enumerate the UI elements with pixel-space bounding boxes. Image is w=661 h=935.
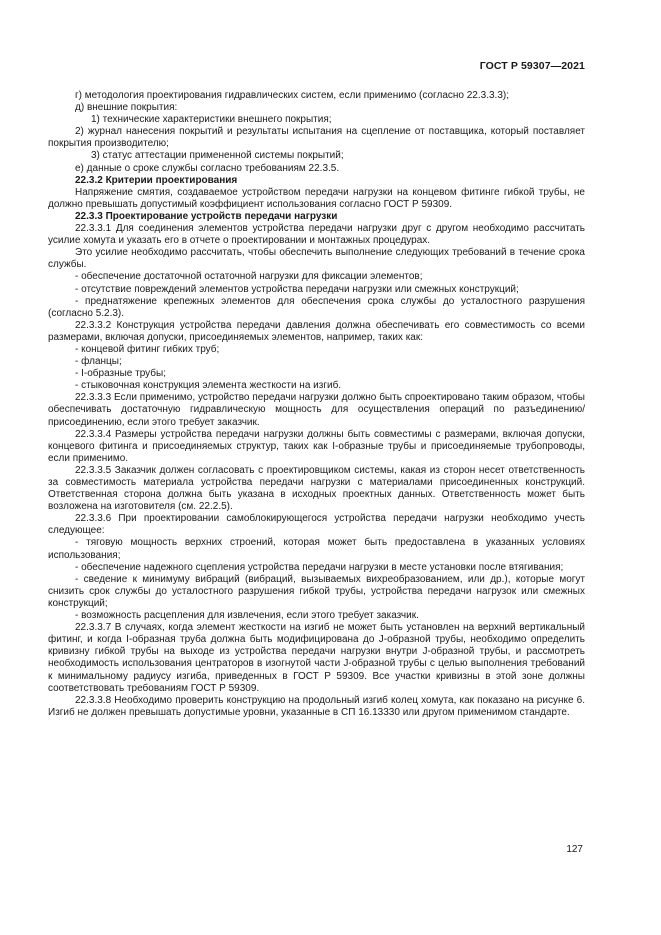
paragraph: - I-образные трубы;	[75, 368, 166, 380]
paragraph: - фланцы;	[75, 356, 122, 368]
paragraph: - обеспечение надежного сцепления устройства передачи нагрузки в месте установки после втягивания;	[75, 561, 564, 573]
paragraph: 1) технические характеристики внешнего покрытия;	[91, 114, 332, 126]
paragraph: - стыковочная конструкция элемента жесткости на изгиб.	[75, 380, 342, 392]
paragraph: - обеспечение достаточной остаточной нагрузки для фиксации элементов;	[75, 271, 423, 283]
paragraph: 22.3.3.8 Необходимо проверить конструкцию на продольный изгиб колец хомута, как показано на рисунке 6. Изгиб не должен превышать допустимые уровни, указанные в СП 16.13330 или другом применимом стандарте.	[48, 694, 585, 718]
paragraph: 22.3.3.6 При проектировании самоблокирующегося устройства передачи нагрузки необходимо учесть следующее:	[48, 513, 585, 537]
paragraph: е) данные о сроке службы согласно требованиям 22.3.5.	[75, 162, 340, 174]
paragraph: - преднатяжение крепежных элементов для обеспечения срока службы до усталостного разрушения (согласно 5.2.3).	[48, 295, 585, 319]
paragraph: - сведение к минимуму вибраций (вибраций, вызываемых вихреобразованием, или др.), которые могут снизить срок службы до усталостного разрушения гибкой трубы, устройства передачи нагрузок или смежных конструкций;	[48, 573, 585, 609]
paragraph: 22.3.3.1 Для соединения элементов устройства передачи нагрузки друг с другом необходимо рассчитать усилие хомута и указать его в отчете о проектировании и монтажных процедурах.	[48, 223, 585, 247]
paragraph: 22.3.2 Критерии проектирования	[75, 174, 238, 186]
paragraph: - концевой фитинг гибких труб;	[75, 343, 220, 355]
paragraph: 3) статус аттестации примененной системы покрытий;	[91, 150, 344, 162]
paragraph: 22.3.3.5 Заказчик должен согласовать с проектировщиком системы, какая из сторон несет ответственность за совместимость материала устройства передачи нагрузки с материалами присоединенных конструкций. Ответственная сторона должна быть указана в исходных проектных данных. Ответственность может быть возложена на изготовителя (см. 22.2.5).	[48, 464, 585, 513]
paragraph: 22.3.3.2 Конструкция устройства передачи давления должна обеспечивать его совместимость со всеми размерами, включая допуски, присоединяемых элементов, например, таких как:	[48, 319, 585, 343]
paragraph: 22.3.3.7 В случаях, когда элемент жесткости на изгиб не может быть установлен на верхний вертикальный фитинг, и когда I-образная труба должна быть модифицирована до J-образной трубы, необходимо определить кривизну гибкой трубы на выходе из устройства передачи нагрузки внутри J-образной трубы, и рассмотреть необходимость использования центраторов в изогнутой части J-образной трубы с целью выполнения требований к минимальному радиусу изгиба, приведенных в ГОСТ Р 59309. Все участки кривизны в этой зоне должны соответствовать требованиям ГОСТ Р 59309.	[48, 622, 585, 694]
paragraph: 2) журнал нанесения покрытий и результаты испытания на сцепление от поставщика, который поставляет покрытия производителю;	[48, 126, 585, 150]
paragraph: 22.3.3.4 Размеры устройства передачи нагрузки должны быть совместимы с размерами, включая допуски, концевого фитинга и присоединяемых структур, таких как I-образные трубы и присоединяемые трубопроводы, если применимо.	[48, 428, 585, 464]
paragraph: 22.3.3 Проектирование устройств передачи нагрузки	[75, 210, 338, 222]
paragraph: д) внешние покрытия:	[75, 102, 178, 114]
paragraph: Напряжение смятия, создаваемое устройством передачи нагрузки на концевом фитинге гибкой трубы, не должно превышать допустимый коэффициент использования согласно ГОСТ Р 59309.	[48, 186, 585, 210]
paragraph: - тяговую мощность верхних строений, которая может быть предоставлена в указанных условиях использования;	[48, 537, 585, 561]
paragraph: 22.3.3.3 Если применимо, устройство передачи нагрузки должно быть спроектировано таким образом, чтобы обеспечивать достаточную гидравлическую мощность для осуществления операций по разъединению/присоединению, если этого требует заказчик.	[48, 392, 585, 428]
paragraph: Это усилие необходимо рассчитать, чтобы обеспечить выполнение следующих требований в течение срока службы.	[48, 247, 585, 271]
paragraph: - возможность расцепления для извлечения, если этого требует заказчик.	[75, 610, 419, 622]
document-body	[48, 90, 585, 719]
document-header: ГОСТ Р 59307—2021	[479, 60, 585, 72]
paragraph: - отсутствие повреждений элементов устройства передачи нагрузки или смежных конструкций;	[75, 283, 519, 295]
page-number: 127	[566, 844, 583, 855]
paragraph: г) методология проектирования гидравлических систем, если применимо (согласно 22.3.3.3);	[75, 90, 509, 101]
